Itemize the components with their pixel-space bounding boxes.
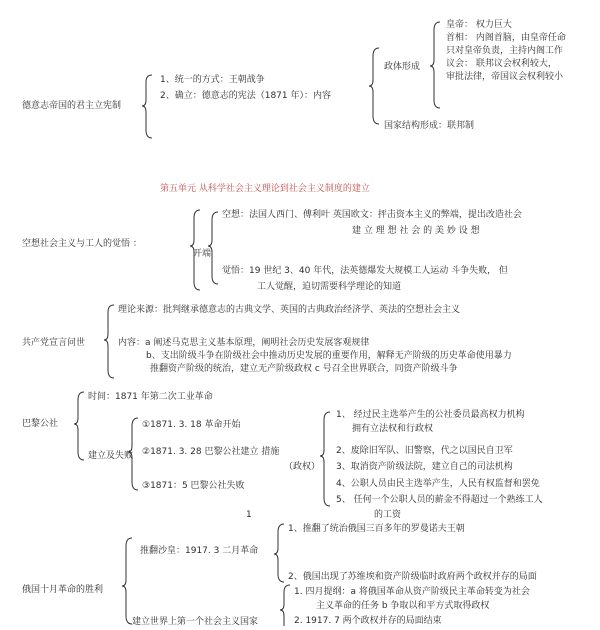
overthrow-item-1: 1、推翻了统治俄国三百多年的罗曼诺夫王朝 <box>288 524 465 534</box>
german-item-1: 1、统一的方式：王朝战争 <box>160 75 265 85</box>
german-item-2: 2、确立：德意志的宪法（1871 年）：内容 <box>160 91 331 101</box>
build-item-1: 1. 四月提纲：a 将俄国革命从资产阶级民主革命转变为社会 <box>294 587 530 597</box>
paris-estab: 建立及失败 <box>88 451 134 461</box>
brace-manifesto <box>104 305 114 378</box>
brace-gov <box>430 22 440 108</box>
measure-3: 3、取消资产阶级法院，建立自己的司法机构 <box>336 462 513 472</box>
brace-measures <box>320 412 330 506</box>
paris-event-2: ②1871. 3. 28 巴黎公社建立 措施 <box>142 447 280 457</box>
build-item-1b: 主义革命的任务 b 争取以和平方式取得政权 <box>316 601 490 611</box>
gov-item-1: 皇帝： 权力巨大 <box>446 20 512 30</box>
paris-event-3: ③1871：5 巴黎公社失败 <box>142 481 245 491</box>
german-title: 德意志帝国的君主立宪制 <box>22 101 122 111</box>
october-build: 建立世界上第一个社会主义国家 <box>132 617 259 627</box>
brace-build <box>280 585 290 626</box>
measure-5b: 的工资 <box>374 510 402 520</box>
utopian-line-1: 空想：法国人西门、傅利叶 英国欧文：抨击资本主义的弊端，提出改造社会 <box>222 210 522 220</box>
manifesto-line-3: b、支出阶级斗争在阶级社会中推动历史发展的重要作用，解释无产阶级的历史革命使用暴力 <box>146 351 512 361</box>
measure-2: 2、废除旧军队、旧警察，代之以国民自卫军 <box>336 446 513 456</box>
unit5-heading: 第五单元 从科学社会主义理论到社会主义制度的建立 <box>160 184 370 194</box>
manifesto-line-4: 推翻资产阶级的统治，建立无产阶级政权 c 号召全世界联合，同资产阶级斗争 <box>150 364 458 374</box>
overthrow-item-2: 2、俄国出现了苏维埃和资产阶级临时政府两个政权并存的局面 <box>288 572 537 582</box>
build-item-2: 2. 1917. 7 两个政权并存的局面结束 <box>294 616 442 626</box>
utopian-line-3: 觉悟：19 世纪 3、40 年代，法英德爆发大规模工人运动 斗争失败， 但 <box>222 266 508 276</box>
gov-item-4: 议会： 联邦议会权利较大， <box>446 59 557 69</box>
manifesto-line-1: 理论来源：批判继承德意志的古典文学、英国的古典政治经济学、英法的空想社会主义 <box>118 305 461 315</box>
utopian-line-2: 建 立 理 想 社 会 的 美 妙 设 想 <box>352 226 480 236</box>
gov-form-label: 政体形成 <box>384 62 421 72</box>
measure-1: 1、 经过民主选举产生的公社委员最高权力机构 <box>336 410 525 420</box>
manifesto-title: 共产党宣言问世 <box>22 338 86 348</box>
gov-item-5: 审批法律，帝国议会权利较小 <box>446 72 564 82</box>
paris-event-2b: （政权） <box>284 462 321 472</box>
state-form: 国家结构形成：联邦制 <box>384 121 475 131</box>
paris-title: 巴黎公社 <box>22 419 59 429</box>
october-overthrow: 推翻沙皇：1917. 3 二月革命 <box>140 546 259 556</box>
measure-4: 4、公职人员由民主选举产生，人民有权监督和罢免 <box>336 479 540 489</box>
utopian-title: 空想社会主义与工人的觉悟 ： <box>22 239 142 249</box>
measure-5: 5、 任何一个公职人员的薪金不得超过一个熟练工人 <box>336 495 543 505</box>
utopian-start: 开端 <box>193 249 212 259</box>
page-number: 1 <box>246 510 252 520</box>
brace-constitution <box>369 48 379 124</box>
paris-event-1: ①1871. 3. 18 革命开始 <box>142 420 241 430</box>
measure-1b: 拥有立法权和行政权 <box>352 424 434 434</box>
paris-time: 时间：1871 年第二次工业革命 <box>88 392 213 402</box>
brace-paris <box>74 392 84 460</box>
utopian-line-4: 工人觉醒，迫切需要科学理论的知道 <box>257 282 402 292</box>
brace-overthrow <box>274 524 284 582</box>
brace-october <box>122 538 132 624</box>
brace-german <box>142 75 152 138</box>
brace-start <box>208 212 218 284</box>
gov-item-3: 只对皇帝负责，主持内阁工作 <box>446 46 564 56</box>
october-title: 俄国十月革命的胜利 <box>22 585 104 595</box>
manifesto-line-2: 内容：a 阐述马克思主义基本原理，阐明社会历史发展客观规律 <box>118 338 370 348</box>
gov-item-2: 首相： 内阁首脑，由皇帝任命 <box>446 33 566 43</box>
